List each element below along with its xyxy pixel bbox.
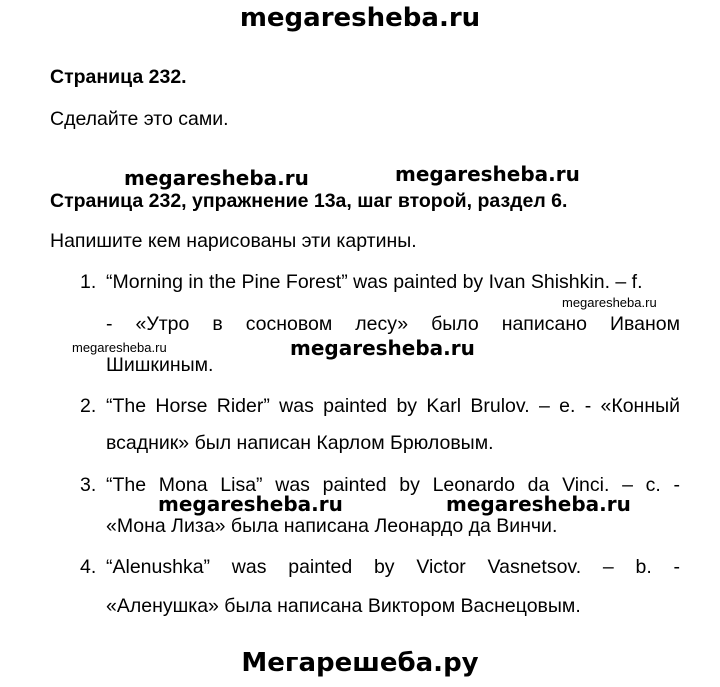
watermark-mid-5: megaresheba.ru (446, 492, 631, 516)
watermark-mid-2: megaresheba.ru (395, 162, 580, 186)
watermark-top: megaresheba.ru (239, 3, 481, 33)
item-4-line-1: “Alenushka” was painted by Victor Vasnetsov. – b. - (106, 556, 680, 578)
item-1-line-1: “Morning in the Pine Forest” was painted by Ivan Shishkin. – f. (106, 271, 643, 293)
watermark-mid-1: megaresheba.ru (124, 166, 309, 190)
watermark-mid-4: megaresheba.ru (158, 492, 343, 516)
watermark-small-1: megaresheba.ru (562, 295, 657, 310)
instruction-text: Напишите кем нарисованы эти картины. (50, 230, 417, 252)
watermark-mid-3: megaresheba.ru (290, 336, 475, 360)
item-3-line-2: «Мона Лиза» была написана Леонардо да Винчи. (106, 515, 558, 537)
text-do-it-yourself: Сделайте это сами. (50, 108, 229, 130)
item-1-line-3: Шишкиным. (106, 354, 214, 376)
item-2-line-1: “The Horse Rider” was painted by Karl Brulov. – e. - «Конный (106, 395, 680, 417)
item-3-line-1: “The Mona Lisa” was painted by Leonardo da Vinci. – c. - (106, 474, 680, 496)
list-number-4: 4. (80, 556, 97, 578)
watermark-small-2: megaresheba.ru (72, 340, 167, 355)
list-number-3: 3. (80, 474, 97, 496)
heading-page: Страница 232. (50, 66, 187, 88)
item-1-line-2: - «Утро в сосновом лесу» было написано Иваном (106, 313, 680, 335)
list-number-2: 2. (80, 395, 97, 417)
list-number-1: 1. (80, 271, 97, 293)
item-2-line-2: всадник» был написан Карлом Брюловым. (106, 432, 494, 454)
item-4-line-2: «Аленушка» была написана Виктором Васнецовым. (106, 595, 581, 617)
watermark-bottom: Мегарешеба.ру (241, 648, 479, 678)
heading-exercise: Страница 232, упражнение 13a, шаг второй, раздел 6. (50, 190, 568, 212)
